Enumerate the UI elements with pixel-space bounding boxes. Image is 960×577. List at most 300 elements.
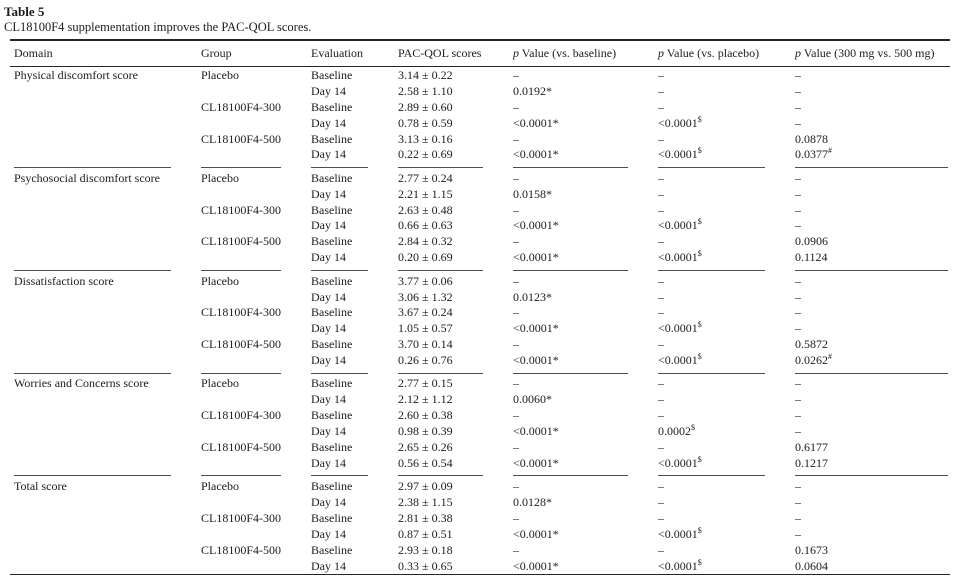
cell-pvalue-baseline: <0.0001* bbox=[513, 250, 559, 265]
cell-pvalue-placebo: – bbox=[658, 273, 664, 288]
cell-domain: Physical discomfort score bbox=[14, 67, 138, 82]
table-row bbox=[10, 494, 950, 510]
cell-pvalue-baseline: – bbox=[513, 440, 519, 455]
cell-evaluation: Day 14 bbox=[311, 353, 346, 368]
col-header-pacqol-scores: PAC-QOL scores bbox=[394, 40, 509, 67]
cell-pvalue-300-vs-500: – bbox=[795, 408, 801, 423]
table-row bbox=[10, 233, 950, 249]
cell-group: Placebo bbox=[201, 376, 239, 391]
cell-pvalue-baseline: <0.0001* bbox=[513, 526, 559, 541]
cell-pvalue-300-vs-500: – bbox=[795, 526, 801, 541]
cell-pvalue-baseline: – bbox=[513, 408, 519, 423]
separator-line bbox=[398, 373, 483, 374]
cell-group: CL18100F4-500 bbox=[201, 131, 282, 146]
cell-pvalue-baseline: 0.0060* bbox=[513, 392, 552, 407]
cell-pvalue-baseline: – bbox=[513, 305, 519, 320]
cell-pvalue-baseline: 0.0123* bbox=[513, 289, 552, 304]
cell-pacqol-score: 2.38 ± 1.15 bbox=[398, 495, 453, 510]
cell-pvalue-baseline: <0.0001* bbox=[513, 147, 559, 162]
cell-domain bbox=[10, 289, 197, 305]
cell-pvalue-placebo: <0.0001$ bbox=[658, 217, 702, 233]
cell-pvalue-placebo: 0.0002$ bbox=[658, 423, 695, 439]
table-row bbox=[10, 273, 950, 289]
cell-pvalue-300-vs-500: – bbox=[795, 186, 801, 201]
cell-pvalue-placebo: – bbox=[658, 479, 664, 494]
cell-evaluation: Day 14 bbox=[311, 455, 346, 470]
cell-pvalue-placebo: – bbox=[658, 511, 664, 526]
cell-pvalue-baseline: <0.0001* bbox=[513, 353, 559, 368]
table-row bbox=[10, 352, 950, 368]
cell-pacqol-score: 2.97 ± 0.09 bbox=[398, 479, 453, 494]
table-row bbox=[10, 439, 950, 455]
separator-line bbox=[201, 167, 281, 168]
separator-line bbox=[795, 373, 948, 374]
cell-evaluation: Baseline bbox=[311, 67, 353, 82]
table-row bbox=[10, 202, 950, 218]
cell-domain bbox=[10, 455, 197, 471]
cell-pvalue-placebo: – bbox=[658, 186, 664, 201]
table-row bbox=[10, 510, 950, 526]
cell-domain bbox=[10, 494, 197, 510]
cell-evaluation: Day 14 bbox=[307, 558, 394, 574]
cell-pacqol-score: 0.66 ± 0.63 bbox=[398, 218, 453, 233]
separator-line bbox=[14, 270, 171, 271]
cell-pacqol-score: 0.98 ± 0.39 bbox=[398, 424, 453, 439]
cell-pacqol-score: 2.93 ± 0.18 bbox=[398, 542, 453, 557]
cell-group: Placebo bbox=[201, 273, 239, 288]
cell-pvalue-baseline: – bbox=[513, 479, 519, 494]
cell-pvalue-placebo: – bbox=[658, 305, 664, 320]
cell-pvalue-placebo: – bbox=[658, 337, 664, 352]
header-row bbox=[10, 40, 950, 67]
cell-domain bbox=[10, 423, 197, 439]
cell-pvalue-placebo: <0.0001$ bbox=[658, 525, 702, 541]
cell-pvalue-300-vs-500: – bbox=[795, 67, 801, 82]
pvalue-superscript: $ bbox=[697, 557, 702, 567]
cell-evaluation: Day 14 bbox=[311, 289, 346, 304]
cell-pvalue-placebo: – bbox=[658, 83, 664, 98]
cell-domain: Dissatisfaction score bbox=[14, 273, 114, 288]
table-row bbox=[10, 146, 950, 162]
cell-group bbox=[197, 218, 307, 234]
cell-group bbox=[197, 320, 307, 336]
cell-group bbox=[197, 558, 307, 574]
separator-line bbox=[513, 475, 628, 476]
table-label: Table 5 bbox=[4, 4, 45, 19]
cell-evaluation: Day 14 bbox=[311, 495, 346, 510]
table-row bbox=[10, 83, 950, 99]
cell-domain bbox=[10, 407, 197, 423]
separator-line bbox=[658, 167, 765, 168]
pvalue-superscript: $ bbox=[697, 525, 702, 535]
cell-group: CL18100F4-300 bbox=[201, 305, 282, 320]
cell-pacqol-score: 2.58 ± 1.10 bbox=[398, 83, 453, 98]
cell-domain bbox=[10, 186, 197, 202]
separator-line bbox=[311, 167, 368, 168]
cell-pvalue-300-vs-500: – bbox=[795, 202, 801, 217]
table-header bbox=[10, 40, 950, 67]
cell-pvalue-placebo: – bbox=[658, 376, 664, 391]
table-caption: CL18100F4 supplementation improves the PAC-QOL scores. bbox=[4, 20, 312, 34]
cell-group bbox=[197, 494, 307, 510]
cell-domain bbox=[10, 391, 197, 407]
cell-evaluation: Baseline bbox=[311, 408, 353, 423]
cell-domain bbox=[10, 146, 197, 162]
cell-pacqol-score: 2.21 ± 1.15 bbox=[398, 186, 453, 201]
cell-pvalue-300-vs-500: 0.1217 bbox=[795, 455, 828, 470]
col-header-pvalue-300-vs-500: p Value (300 mg vs. 500 mg) bbox=[791, 40, 950, 67]
cell-evaluation: Baseline bbox=[311, 202, 353, 217]
cell-domain: Total score bbox=[14, 479, 67, 494]
cell-group: Placebo bbox=[201, 170, 239, 185]
cell-pvalue-300-vs-500: 0.0377# bbox=[795, 146, 832, 162]
table-row bbox=[10, 170, 950, 186]
cell-pacqol-score: 2.81 ± 0.38 bbox=[398, 511, 453, 526]
separator-line bbox=[795, 167, 948, 168]
separator-line bbox=[201, 373, 281, 374]
cell-group bbox=[197, 423, 307, 439]
cell-evaluation: Baseline bbox=[311, 99, 353, 114]
cell-pvalue-baseline: – bbox=[513, 99, 519, 114]
cell-group bbox=[197, 352, 307, 368]
separator-line bbox=[14, 373, 171, 374]
table-row bbox=[10, 526, 950, 542]
cell-domain: Psychosocial discomfort score bbox=[14, 170, 160, 185]
separator-line bbox=[398, 167, 483, 168]
cell-domain bbox=[10, 526, 197, 542]
cell-domain bbox=[10, 99, 197, 115]
cell-pvalue-300-vs-500: 0.6177 bbox=[795, 440, 828, 455]
cell-evaluation: Baseline bbox=[311, 479, 353, 494]
cell-pvalue-baseline: – bbox=[513, 273, 519, 288]
cell-pvalue-baseline: <0.0001* bbox=[513, 455, 559, 470]
cell-pvalue-baseline: 0.0158* bbox=[513, 186, 552, 201]
cell-group: CL18100F4-500 bbox=[201, 337, 282, 352]
cell-pvalue-placebo: – bbox=[658, 408, 664, 423]
cell-evaluation: Baseline bbox=[311, 376, 353, 391]
cell-group bbox=[197, 391, 307, 407]
separator-line bbox=[658, 373, 765, 374]
cell-group bbox=[197, 146, 307, 162]
cell-domain bbox=[10, 510, 197, 526]
cell-pvalue-baseline: <0.0001* bbox=[513, 424, 559, 439]
cell-pvalue-placebo: <0.0001$ bbox=[658, 352, 702, 368]
cell-domain bbox=[10, 558, 197, 574]
separator-line bbox=[398, 270, 483, 271]
table-section bbox=[10, 170, 950, 273]
cell-group bbox=[197, 83, 307, 99]
cell-evaluation: Baseline bbox=[311, 337, 353, 352]
cell-pvalue-placebo: <0.0001$ bbox=[658, 114, 702, 130]
separator-line bbox=[14, 167, 171, 168]
cell-pvalue-300-vs-500: – bbox=[795, 376, 801, 391]
cell-pvalue-300-vs-500: – bbox=[795, 83, 801, 98]
cell-domain bbox=[10, 83, 197, 99]
separator-line bbox=[513, 167, 628, 168]
separator-line bbox=[311, 475, 368, 476]
cell-pvalue-300-vs-500: – bbox=[795, 170, 801, 185]
cell-pvalue-placebo: – bbox=[658, 67, 664, 82]
cell-pacqol-score: 2.77 ± 0.15 bbox=[398, 376, 453, 391]
cell-group: CL18100F4-300 bbox=[201, 202, 282, 217]
separator-line bbox=[398, 475, 483, 476]
table-row bbox=[10, 478, 950, 494]
cell-group bbox=[197, 249, 307, 265]
separator-line bbox=[513, 373, 628, 374]
cell-evaluation: Baseline bbox=[311, 440, 353, 455]
table-row bbox=[10, 376, 950, 392]
cell-pvalue-placebo: <0.0001$ bbox=[658, 454, 702, 470]
cell-evaluation: Baseline bbox=[311, 234, 353, 249]
cell-evaluation: Day 14 bbox=[311, 526, 346, 541]
pvalue-superscript: $ bbox=[697, 249, 702, 259]
cell-domain bbox=[10, 542, 197, 558]
cell-domain bbox=[10, 249, 197, 265]
cell-pvalue-300-vs-500: 0.0878 bbox=[795, 131, 828, 146]
cell-domain: Worries and Concerns score bbox=[14, 376, 149, 391]
cell-evaluation: Day 14 bbox=[311, 392, 346, 407]
table-row bbox=[10, 115, 950, 131]
cell-pvalue-placebo: – bbox=[658, 440, 664, 455]
separator-line bbox=[311, 373, 368, 374]
cell-pacqol-score: 0.87 ± 0.51 bbox=[398, 526, 453, 541]
cell-pvalue-300-vs-500: – bbox=[795, 273, 801, 288]
cell-pvalue-300-vs-500: 0.5872 bbox=[795, 337, 828, 352]
cell-pvalue-placebo: – bbox=[658, 202, 664, 217]
cell-pacqol-score: 2.12 ± 1.12 bbox=[398, 392, 453, 407]
cell-pvalue-placebo: – bbox=[658, 495, 664, 510]
cell-domain bbox=[10, 304, 197, 320]
col-header-pvalue-placebo: p Value (vs. placebo) bbox=[654, 40, 791, 67]
cell-pacqol-score: 0.22 ± 0.69 bbox=[398, 147, 453, 162]
pvalue-superscript: # bbox=[828, 352, 832, 362]
cell-pvalue-placebo: – bbox=[658, 170, 664, 185]
separator-line bbox=[795, 475, 948, 476]
table-row bbox=[10, 304, 950, 320]
cell-evaluation: Day 14 bbox=[311, 321, 346, 336]
cell-group bbox=[197, 186, 307, 202]
section-separator bbox=[10, 162, 950, 170]
cell-group: CL18100F4-300 bbox=[201, 408, 282, 423]
cell-pvalue-300-vs-500: 0.0604 bbox=[791, 558, 950, 574]
cell-domain bbox=[10, 202, 197, 218]
cell-pvalue-baseline: <0.0001* bbox=[513, 218, 559, 233]
cell-pacqol-score: 3.67 ± 0.24 bbox=[398, 305, 453, 320]
pvalue-superscript: $ bbox=[691, 423, 695, 433]
separator-line bbox=[201, 270, 281, 271]
pvalue-superscript: $ bbox=[697, 146, 702, 156]
col-header-pvalue-baseline: p Value (vs. baseline) bbox=[509, 40, 654, 67]
table-section bbox=[10, 478, 950, 574]
cell-domain bbox=[10, 131, 197, 147]
table-section bbox=[10, 273, 950, 376]
separator-line bbox=[14, 475, 171, 476]
pvalue-superscript: $ bbox=[697, 454, 702, 464]
cell-evaluation: Day 14 bbox=[311, 186, 346, 201]
cell-group: CL18100F4-300 bbox=[201, 511, 282, 526]
cell-pacqol-score: 2.65 ± 0.26 bbox=[398, 440, 453, 455]
cell-pvalue-placebo: – bbox=[658, 131, 664, 146]
cell-pacqol-score: 0.26 ± 0.76 bbox=[398, 353, 453, 368]
col-header-evaluation: Evaluation bbox=[307, 40, 394, 67]
cell-evaluation: Day 14 bbox=[311, 115, 346, 130]
cell-evaluation: Baseline bbox=[311, 305, 353, 320]
cell-pacqol-score: 0.33 ± 0.65 bbox=[394, 558, 509, 574]
cell-pvalue-placebo: <0.0001$ bbox=[654, 558, 791, 574]
cell-evaluation: Baseline bbox=[311, 170, 353, 185]
table-row bbox=[10, 455, 950, 471]
section-separator bbox=[10, 471, 950, 479]
table-section bbox=[10, 67, 950, 170]
table-row bbox=[10, 558, 950, 574]
cell-evaluation: Day 14 bbox=[311, 424, 346, 439]
cell-pvalue-baseline: – bbox=[513, 234, 519, 249]
cell-group: CL18100F4-500 bbox=[201, 440, 282, 455]
cell-pvalue-300-vs-500: – bbox=[795, 218, 801, 233]
cell-group bbox=[197, 455, 307, 471]
pvalue-superscript: $ bbox=[697, 217, 702, 227]
table-row bbox=[10, 407, 950, 423]
cell-pacqol-score: 2.77 ± 0.24 bbox=[398, 170, 453, 185]
cell-pacqol-score: 3.70 ± 0.14 bbox=[398, 337, 453, 352]
cell-pvalue-baseline: – bbox=[513, 131, 519, 146]
cell-pvalue-300-vs-500: – bbox=[795, 495, 801, 510]
cell-domain bbox=[10, 218, 197, 234]
cell-evaluation: Day 14 bbox=[311, 250, 346, 265]
cell-pvalue-300-vs-500: 0.1124 bbox=[795, 250, 828, 265]
cell-pacqol-score: 3.14 ± 0.22 bbox=[398, 67, 453, 82]
cell-pvalue-placebo: <0.0001$ bbox=[658, 146, 702, 162]
cell-pacqol-score: 0.20 ± 0.69 bbox=[398, 250, 453, 265]
cell-pvalue-300-vs-500: – bbox=[795, 99, 801, 114]
cell-pvalue-300-vs-500: – bbox=[795, 392, 801, 407]
cell-pvalue-placebo: – bbox=[658, 234, 664, 249]
cell-pvalue-300-vs-500: – bbox=[795, 511, 801, 526]
cell-evaluation: Baseline bbox=[311, 273, 353, 288]
table-row bbox=[10, 336, 950, 352]
cell-pvalue-300-vs-500: – bbox=[795, 289, 801, 304]
table-row bbox=[10, 218, 950, 234]
cell-pvalue-baseline: – bbox=[513, 170, 519, 185]
cell-pvalue-baseline: – bbox=[513, 202, 519, 217]
cell-pvalue-baseline: – bbox=[513, 511, 519, 526]
table-row bbox=[10, 542, 950, 558]
cell-pvalue-placebo: – bbox=[658, 99, 664, 114]
cell-group bbox=[197, 526, 307, 542]
cell-pvalue-placebo: – bbox=[658, 542, 664, 557]
cell-pacqol-score: 3.06 ± 1.32 bbox=[398, 289, 453, 304]
cell-domain bbox=[10, 115, 197, 131]
cell-evaluation: Day 14 bbox=[311, 147, 346, 162]
separator-line bbox=[513, 270, 628, 271]
cell-evaluation: Baseline bbox=[311, 511, 353, 526]
cell-pvalue-baseline: 0.0192* bbox=[513, 83, 552, 98]
cell-evaluation: Baseline bbox=[311, 542, 353, 557]
cell-pacqol-score: 3.77 ± 0.06 bbox=[398, 273, 453, 288]
cell-group: Placebo bbox=[201, 479, 239, 494]
separator-line bbox=[201, 475, 281, 476]
cell-pacqol-score: 0.78 ± 0.59 bbox=[398, 115, 453, 130]
cell-evaluation: Day 14 bbox=[311, 218, 346, 233]
col-header-group: Group bbox=[197, 40, 307, 67]
table-row bbox=[10, 186, 950, 202]
cell-pacqol-score: 2.60 ± 0.38 bbox=[398, 408, 453, 423]
separator-line bbox=[658, 475, 765, 476]
table-row bbox=[10, 289, 950, 305]
pvalue-superscript: $ bbox=[697, 114, 702, 124]
cell-pvalue-300-vs-500: 0.0906 bbox=[795, 234, 828, 249]
cell-pvalue-placebo: <0.0001$ bbox=[658, 249, 702, 265]
cell-domain bbox=[10, 336, 197, 352]
cell-pvalue-baseline: <0.0001* bbox=[513, 115, 559, 130]
cell-group: CL18100F4-500 bbox=[201, 234, 282, 249]
cell-pvalue-300-vs-500: – bbox=[795, 424, 801, 439]
table-row bbox=[10, 391, 950, 407]
cell-pvalue-300-vs-500: 0.0262# bbox=[795, 352, 832, 368]
cell-evaluation: Day 14 bbox=[311, 83, 346, 98]
section-separator bbox=[10, 368, 950, 376]
separator-line bbox=[795, 270, 948, 271]
cell-pvalue-baseline: – bbox=[513, 67, 519, 82]
cell-pvalue-placebo: – bbox=[658, 392, 664, 407]
col-header-domain: Domain bbox=[10, 40, 197, 67]
cell-pacqol-score: 2.84 ± 0.32 bbox=[398, 234, 453, 249]
cell-pacqol-score: 1.05 ± 0.57 bbox=[398, 321, 453, 336]
table-section bbox=[10, 376, 950, 479]
cell-pvalue-baseline: – bbox=[513, 376, 519, 391]
cell-pacqol-score: 0.56 ± 0.54 bbox=[398, 455, 453, 470]
cell-pvalue-300-vs-500: – bbox=[795, 321, 801, 336]
cell-pvalue-300-vs-500: – bbox=[795, 305, 801, 320]
cell-pacqol-score: 2.63 ± 0.48 bbox=[398, 202, 453, 217]
cell-group: CL18100F4-500 bbox=[201, 542, 282, 557]
cell-pacqol-score: 3.13 ± 0.16 bbox=[398, 131, 453, 146]
table-row bbox=[10, 423, 950, 439]
cell-domain bbox=[10, 352, 197, 368]
cell-evaluation: Baseline bbox=[311, 131, 353, 146]
cell-pvalue-baseline: <0.0001* bbox=[513, 321, 559, 336]
table-row bbox=[10, 67, 950, 83]
cell-pvalue-300-vs-500: – bbox=[795, 115, 801, 130]
cell-pvalue-placebo: <0.0001$ bbox=[658, 320, 702, 336]
cell-pacqol-score: 2.89 ± 0.60 bbox=[398, 99, 453, 114]
table-row bbox=[10, 320, 950, 336]
cell-group bbox=[197, 115, 307, 131]
cell-group: Placebo bbox=[201, 67, 239, 82]
separator-line bbox=[658, 270, 765, 271]
cell-pvalue-300-vs-500: 0.1673 bbox=[795, 542, 828, 557]
table-row bbox=[10, 99, 950, 115]
cell-domain bbox=[10, 439, 197, 455]
separator-line bbox=[311, 270, 368, 271]
pacqol-table bbox=[10, 39, 950, 575]
pvalue-superscript: # bbox=[828, 146, 832, 156]
section-separator bbox=[10, 265, 950, 273]
cell-pvalue-baseline: 0.0128* bbox=[513, 495, 552, 510]
cell-pvalue-baseline: – bbox=[513, 337, 519, 352]
cell-group bbox=[197, 289, 307, 305]
cell-pvalue-300-vs-500: – bbox=[795, 479, 801, 494]
cell-pvalue-baseline: – bbox=[513, 542, 519, 557]
cell-group: CL18100F4-300 bbox=[201, 99, 282, 114]
pvalue-superscript: $ bbox=[697, 320, 702, 330]
pvalue-superscript: $ bbox=[697, 352, 702, 362]
cell-pvalue-baseline: <0.0001* bbox=[509, 558, 654, 574]
cell-domain bbox=[10, 320, 197, 336]
table-row bbox=[10, 131, 950, 147]
table-row bbox=[10, 249, 950, 265]
cell-pvalue-placebo: – bbox=[658, 289, 664, 304]
